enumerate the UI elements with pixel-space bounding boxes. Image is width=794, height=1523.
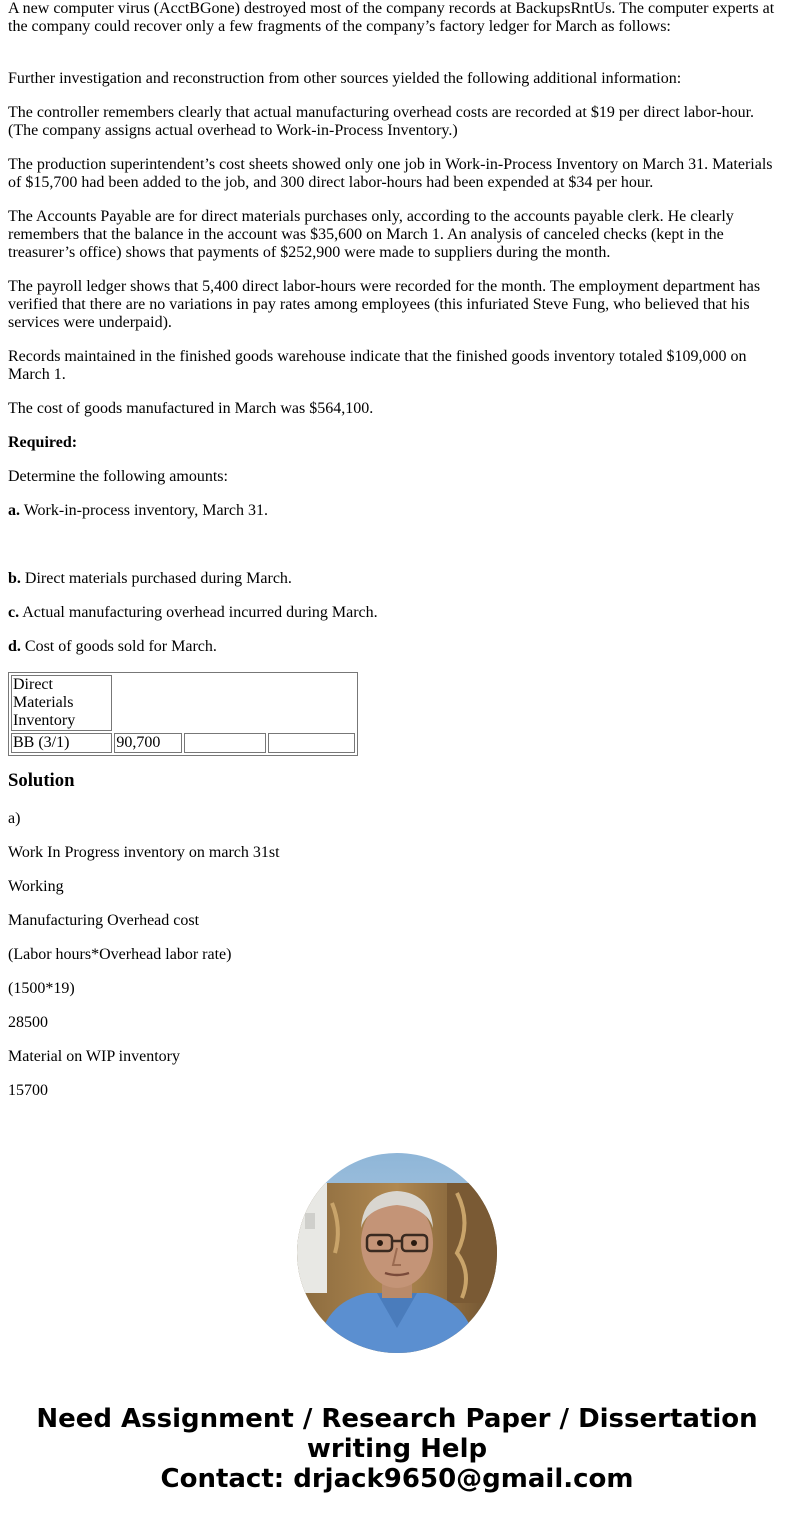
- item-letter: d.: [8, 638, 21, 655]
- ledger-row-value: 90,700: [114, 733, 182, 753]
- payroll-paragraph: The payroll ledger shows that 5,400 direct labor-hours were recorded for the month. The employment department has verified that there are no variations in pay rates among employees (this infuriated Steve Fung, who believed that his services were underpaid).: [8, 278, 761, 331]
- item-text: Direct materials purchased during March.: [20, 570, 292, 587]
- superintendent-paragraph: The production superintendent’s cost sheets showed only one job in Work-in-Process Inventory on March 31. Materials of $15,700 had been added to the job, and 300 direct labor-hours had been expended at $34 per hour.: [8, 156, 773, 191]
- solution-line: Manufacturing Overhead cost: [8, 912, 200, 929]
- item-c: [8, 604, 786, 622]
- solution-line: (1500*19): [8, 980, 75, 997]
- required-heading: Required:: [8, 434, 78, 451]
- table-row: [11, 733, 355, 753]
- ledger-row-label: BB (3/1): [11, 733, 112, 753]
- item-text: Work-in-process inventory, March 31.: [20, 502, 268, 519]
- item-a: [8, 502, 786, 520]
- promo-contact: Contact: drjack9650@gmail.com: [160, 1464, 634, 1494]
- item-b: [8, 570, 786, 588]
- item-letter: c.: [8, 604, 20, 621]
- blank-spacer: [8, 536, 786, 570]
- tutor-photo-icon: [297, 1153, 497, 1353]
- item-text: Cost of goods sold for March.: [20, 638, 217, 655]
- empty-cell: [114, 675, 355, 731]
- solution-line: a): [8, 810, 21, 827]
- finished-goods-paragraph: Records maintained in the finished goods warehouse indicate that the finished goods inventory totaled $109,000 on March 1.: [8, 348, 747, 383]
- item-d: [8, 638, 786, 656]
- cogm-paragraph: The cost of goods manufactured in March was $564,100.: [8, 400, 374, 417]
- solution-line: (Labor hours*Overhead labor rate): [8, 946, 232, 963]
- intro-paragraph: A new computer virus (AcctBGone) destroyed most of the company records at BackupsRntUs. The computer experts at the company could recover only a few fragments of the company’s factory ledger for March as follows:: [8, 0, 775, 35]
- promo-line: writing Help: [306, 1434, 488, 1464]
- solution-line: 28500: [8, 1014, 48, 1031]
- determine-paragraph: Determine the following amounts:: [8, 468, 228, 485]
- solution-line: Work In Progress inventory on march 31st: [8, 844, 280, 861]
- solution-line: 15700: [8, 1082, 48, 1099]
- item-text: Actual manufacturing overhead incurred during March.: [19, 604, 378, 621]
- direct-materials-ledger-table: [8, 672, 358, 756]
- promo-line: Need Assignment / Research Paper / Dissertation: [36, 1404, 758, 1434]
- further-paragraph: Further investigation and reconstruction from other sources yielded the following additional information:: [8, 70, 682, 87]
- solution-line: Working: [8, 878, 64, 895]
- promo-banner: [0, 1404, 794, 1494]
- item-letter: b.: [8, 570, 21, 587]
- accounts-payable-paragraph: The Accounts Payable are for direct materials purchases only, according to the accounts payable clerk. He clearly remembers that the balance in the account was $35,600 on March 1. An analysis of canceled checks (kept in the treasurer’s office) shows that payments of $252,900 were made to suppliers during the month.: [8, 208, 734, 261]
- ledger-header-cell: Direct Materials Inventory: [11, 675, 112, 731]
- empty-cell: [184, 733, 266, 753]
- controller-paragraph: The controller remembers clearly that actual manufacturing overhead costs are recorded at $19 per direct labor-hour. (The company assigns actual overhead to Work-in-Process Inventory.): [8, 104, 755, 139]
- table-row: [11, 675, 355, 731]
- empty-cell: [268, 733, 355, 753]
- item-letter: a.: [8, 502, 20, 519]
- tutor-avatar: [297, 1153, 497, 1353]
- solution-heading: Solution: [8, 770, 75, 791]
- solution-line: Material on WIP inventory: [8, 1048, 180, 1065]
